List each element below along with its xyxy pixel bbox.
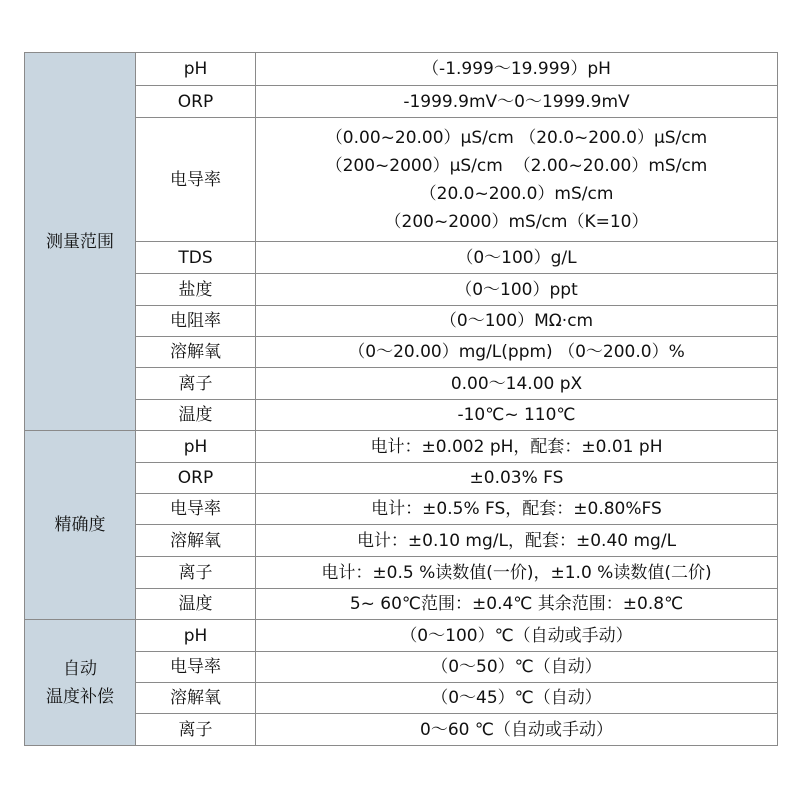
category-temp-compensation xyxy=(25,620,136,746)
value-line: （200~2000）μS/cm （2.00~20.00）mS/cm xyxy=(325,155,708,176)
value-cell: （0～100）g/L xyxy=(256,242,778,274)
param-cell: ORP xyxy=(136,86,256,118)
param-cell: 溶解氧 xyxy=(136,525,256,557)
spec-table xyxy=(24,52,778,746)
value-cell: （0～100）℃（自动或手动） xyxy=(256,620,778,652)
value-cell: -10℃~ 110℃ xyxy=(256,400,778,431)
value-cell: 电计：±0.5 %读数值(一价)，±1.0 %读数值(二价) xyxy=(256,557,778,589)
value-line: （20.0~200.0）mS/cm xyxy=(419,183,614,204)
param-cell: 温度 xyxy=(136,589,256,620)
value-cell: （0～45）℃（自动） xyxy=(256,683,778,714)
value-cell-multiline xyxy=(256,118,778,242)
category-measurement-range: 测量范围 xyxy=(25,53,136,431)
value-cell: -1999.9mV～0～1999.9mV xyxy=(256,86,778,118)
value-cell: （0～100）ppt xyxy=(256,274,778,306)
value-cell: 0～60 ℃（自动或手动） xyxy=(256,714,778,746)
param-cell: 温度 xyxy=(136,400,256,431)
value-cell: 0.00～14.00 pX xyxy=(256,368,778,400)
value-line: （200~2000）mS/cm（K=10） xyxy=(384,211,649,232)
param-cell: pH xyxy=(136,431,256,463)
value-cell: （0～100）MΩ·cm xyxy=(256,306,778,337)
param-cell: 溶解氧 xyxy=(136,337,256,368)
value-cell: 电计：±0.002 pH，配套：±0.01 pH xyxy=(256,431,778,463)
param-cell: 盐度 xyxy=(136,274,256,306)
value-cell: （-1.999～19.999）pH xyxy=(256,53,778,86)
param-cell: ORP xyxy=(136,463,256,494)
category-label-line: 自动 xyxy=(63,658,97,679)
param-cell: 离子 xyxy=(136,557,256,589)
value-cell: 电计：±0.10 mg/L，配套：±0.40 mg/L xyxy=(256,525,778,557)
param-cell: pH xyxy=(136,620,256,652)
value-line: （0.00~20.00）μS/cm （20.0~200.0）μS/cm xyxy=(325,127,708,148)
param-cell: 电导率 xyxy=(136,494,256,525)
value-cell: 5~ 60℃范围：±0.4℃ 其余范围：±0.8℃ xyxy=(256,589,778,620)
category-accuracy: 精确度 xyxy=(25,431,136,620)
param-cell: 离子 xyxy=(136,714,256,746)
param-cell: 电导率 xyxy=(136,652,256,683)
category-label-line: 温度补偿 xyxy=(46,686,114,707)
param-cell: pH xyxy=(136,53,256,86)
value-cell: ±0.03% FS xyxy=(256,463,778,494)
value-cell: （0～50）℃（自动） xyxy=(256,652,778,683)
param-cell: 离子 xyxy=(136,368,256,400)
param-cell: TDS xyxy=(136,242,256,274)
param-cell: 电导率 xyxy=(136,118,256,242)
param-cell: 电阻率 xyxy=(136,306,256,337)
value-cell: （0～20.00）mg/L(ppm) （0～200.0）% xyxy=(256,337,778,368)
param-cell: 溶解氧 xyxy=(136,683,256,714)
value-cell: 电计：±0.5% FS，配套：±0.80%FS xyxy=(256,494,778,525)
